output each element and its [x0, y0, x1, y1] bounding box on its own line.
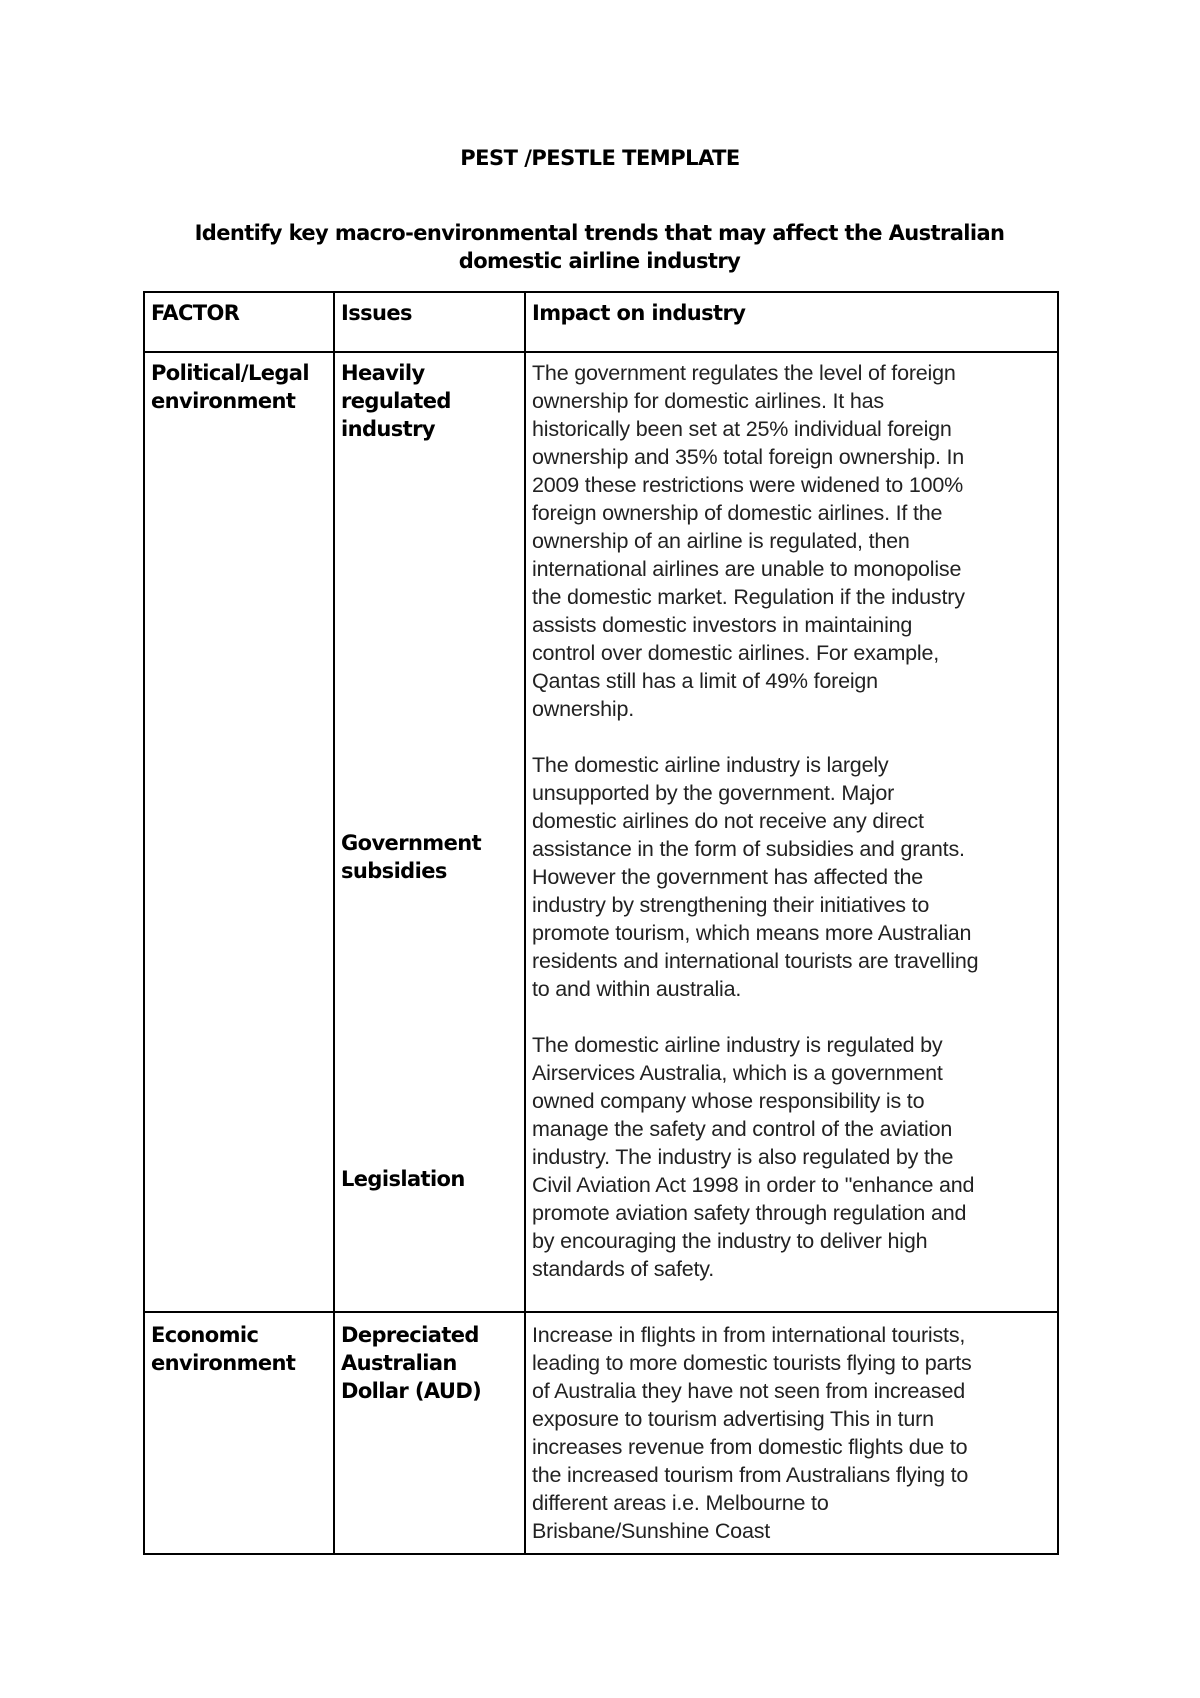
issue-item: Heavily regulated industry: [341, 361, 451, 441]
impact-paragraph: The government regulates the level of foreign ownership for domestic airlines. It has historically been set at 25% individual foreign ownership and 35% total foreign ownership. In 2009 these restrictions were widened to 100% foreign ownership of domestic airlines. If the ownership of an airline is regulated, then international airlines are unable to monopolise the domestic market. Regulation if the industry assists domestic investors in maintaining control over domestic airlines. For example, Qantas still has a limit of 49% foreign ownership.: [532, 361, 965, 721]
header-issues: Issues: [334, 292, 525, 352]
issue-item: Government subsidies: [341, 831, 482, 883]
issue-item: Depreciated Australian Dollar (AUD): [341, 1323, 482, 1403]
impact-paragraph: The domestic airline industry is largely unsupported by the government. Major domestic airlines do not receive any direct assistance in the form of subsidies and grants. However the government has affected the industry by strengthening their initiatives to promote tourism, which means more Australian residents and international tourists are travelling to and within australia.: [532, 753, 979, 1001]
impact-cell: [525, 1312, 1058, 1554]
page-subtitle: Identify key macro-environmental trends that may affect the Australian domestic airline industry: [194, 221, 1005, 273]
issue-item: Legislation: [341, 1167, 465, 1191]
pest-table: [143, 291, 1059, 1555]
factor-cell: Economic environment: [144, 1312, 334, 1554]
table-row-economic: [144, 1312, 1058, 1554]
table-header-row: [144, 292, 1058, 352]
table-row-political: [144, 352, 1058, 1312]
impact-paragraph: The domestic airline industry is regulated by Airservices Australia, which is a government owned company whose responsibility is to manage the safety and control of the aviation industry. The industry is also regulated by the Civil Aviation Act 1998 in order to "enhance and promote aviation safety through regulation and by encouraging the industry to deliver high standards of safety.: [532, 1033, 975, 1281]
impact-paragraph: Increase in flights in from international tourists, leading to more domestic tourists flying to parts of Australia they have not seen from increased exposure to tourism advertising This in turn increases revenue from domestic flights due to the increased tourism from Australians flying to different areas i.e. Melbourne to Brisbane/Sunshine Coast: [532, 1323, 972, 1543]
factor-cell: Political/Legal environment: [144, 352, 334, 1312]
page-title: PEST /PESTLE TEMPLATE: [460, 146, 740, 170]
impact-cell: [525, 352, 1058, 1312]
issues-cell: [334, 352, 525, 1312]
header-impact: Impact on industry: [525, 292, 1058, 352]
header-factor: FACTOR: [144, 292, 334, 352]
issues-cell: [334, 1312, 525, 1554]
